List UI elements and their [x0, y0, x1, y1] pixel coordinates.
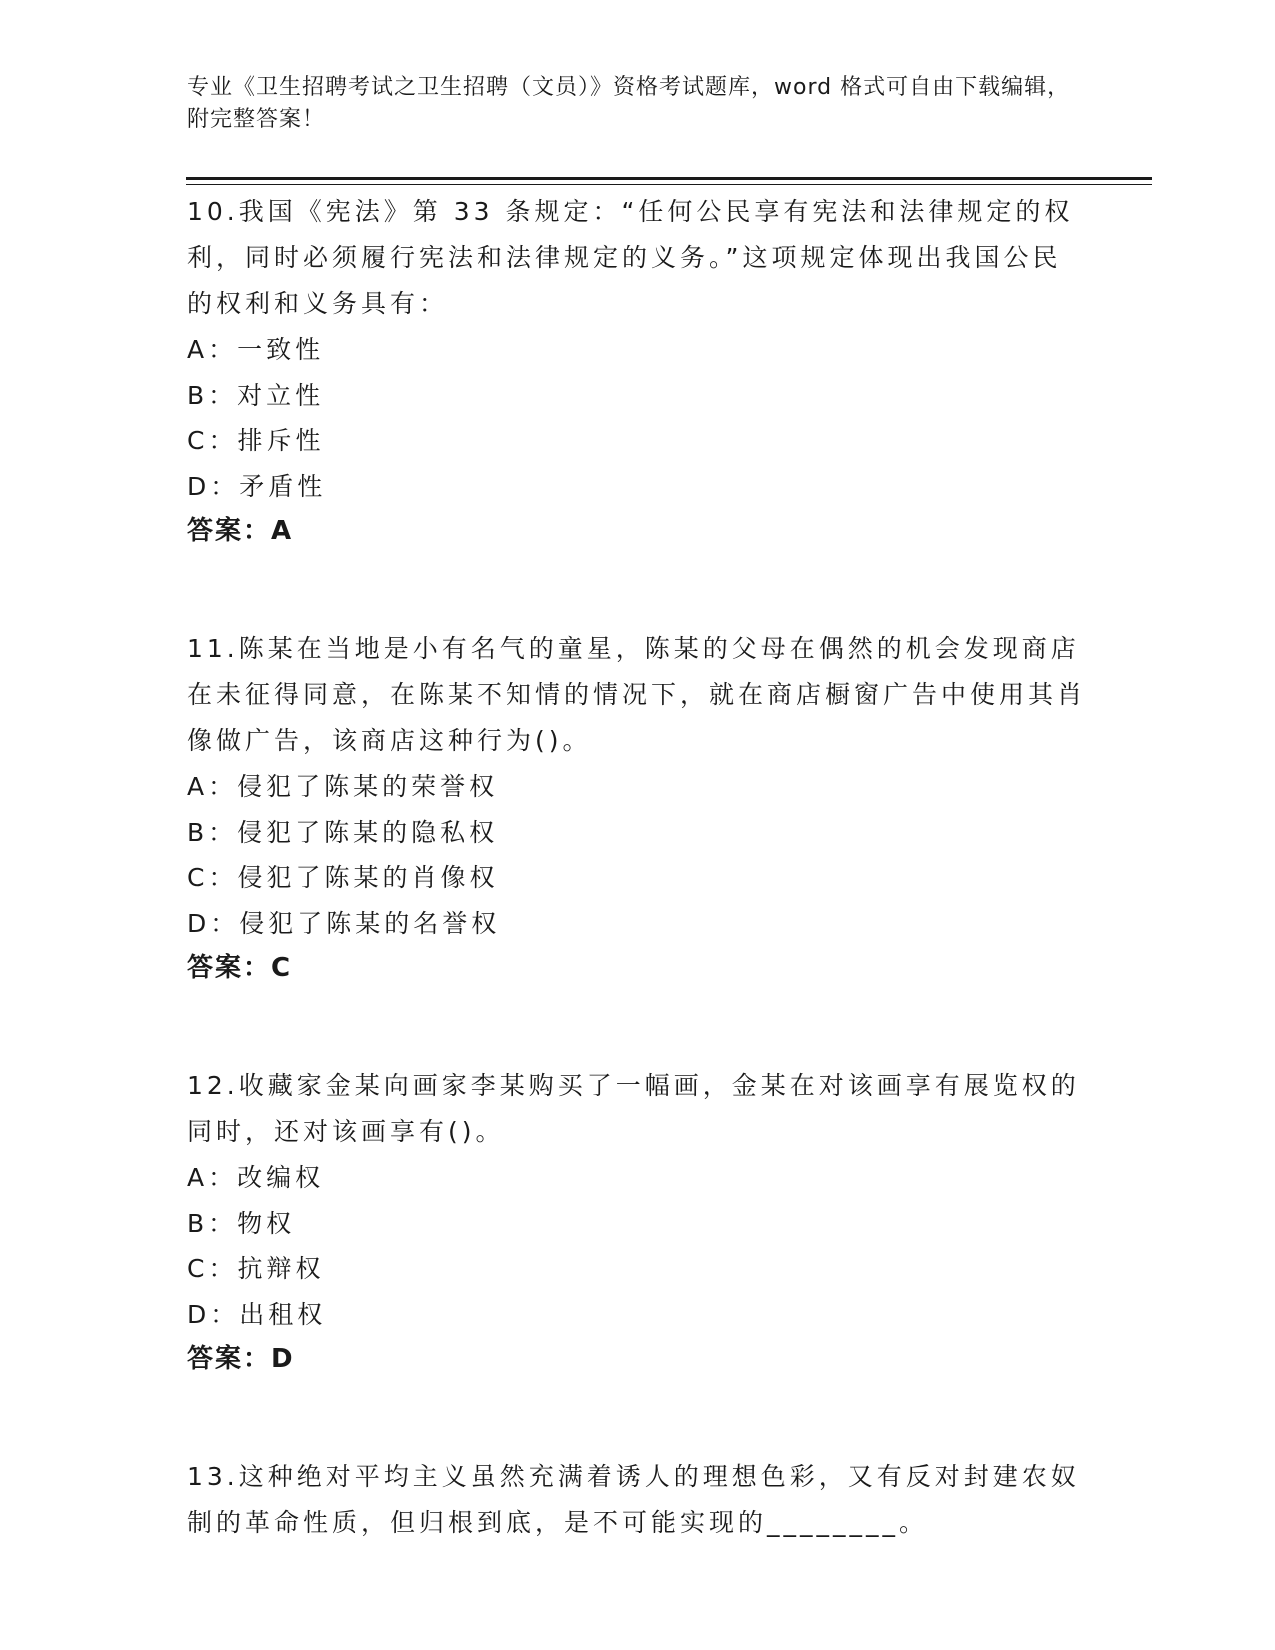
question-stem: 12.收藏家金某向画家李某购买了一幅画，金某在对该画享有展览权的同时，还对该画享有()。 [187, 1071, 1080, 1146]
header-divider-thin [186, 184, 1152, 185]
answer-label: 答案：A [187, 516, 294, 546]
question-stem: 10.我国《宪法》第 33 条规定：“任何公民享有宪法和法律规定的权利，同时必须履行宪法和法律规定的义务。”这项规定体现出我国公民的权利和义务具有： [187, 197, 1074, 318]
option-c: C：侵犯了陈某的肖像权 [187, 863, 499, 892]
option-d: D：侵犯了陈某的名誉权 [187, 908, 501, 938]
option-d: D：矛盾性 [187, 471, 327, 501]
question-list [187, 189, 1087, 1546]
question-12 [187, 1063, 1087, 1382]
answer-label: 答案：C [187, 953, 293, 983]
question-stem: 13.这种绝对平均主义虽然充满着诱人的理想色彩，又有反对封建农奴制的革命性质，但归根到底，是不可能实现的________。 [187, 1462, 1080, 1537]
option-a: A：一致性 [187, 335, 325, 364]
option-d: D：出租权 [187, 1299, 327, 1329]
question-10 [187, 189, 1087, 554]
option-c: C：抗辩权 [187, 1254, 325, 1283]
answer-label: 答案：D [187, 1344, 295, 1374]
question-spacer [187, 1382, 1087, 1454]
option-c: C：排斥性 [187, 426, 325, 455]
option-a: A：改编权 [187, 1163, 325, 1192]
option-b: B：侵犯了陈某的隐私权 [187, 817, 499, 847]
question-spacer [187, 554, 1087, 626]
question-11 [187, 626, 1087, 991]
header-divider-thick [186, 177, 1152, 180]
document-header: 专业《卫生招聘考试之卫生招聘（文员）》资格考试题库，word 格式可自由下载编辑，附完整答案！ [187, 75, 1071, 132]
question-13 [187, 1454, 1087, 1546]
question-spacer [187, 991, 1087, 1063]
question-stem: 11.陈某在当地是小有名气的童星，陈某的父母在偶然的机会发现商店在未征得同意，在陈某不知情的情况下，就在商店橱窗广告中使用其肖像做广告，该商店这种行为()。 [187, 634, 1087, 755]
option-b: B：物权 [187, 1208, 296, 1238]
option-a: A：侵犯了陈某的荣誉权 [187, 772, 499, 801]
option-b: B：对立性 [187, 380, 325, 410]
